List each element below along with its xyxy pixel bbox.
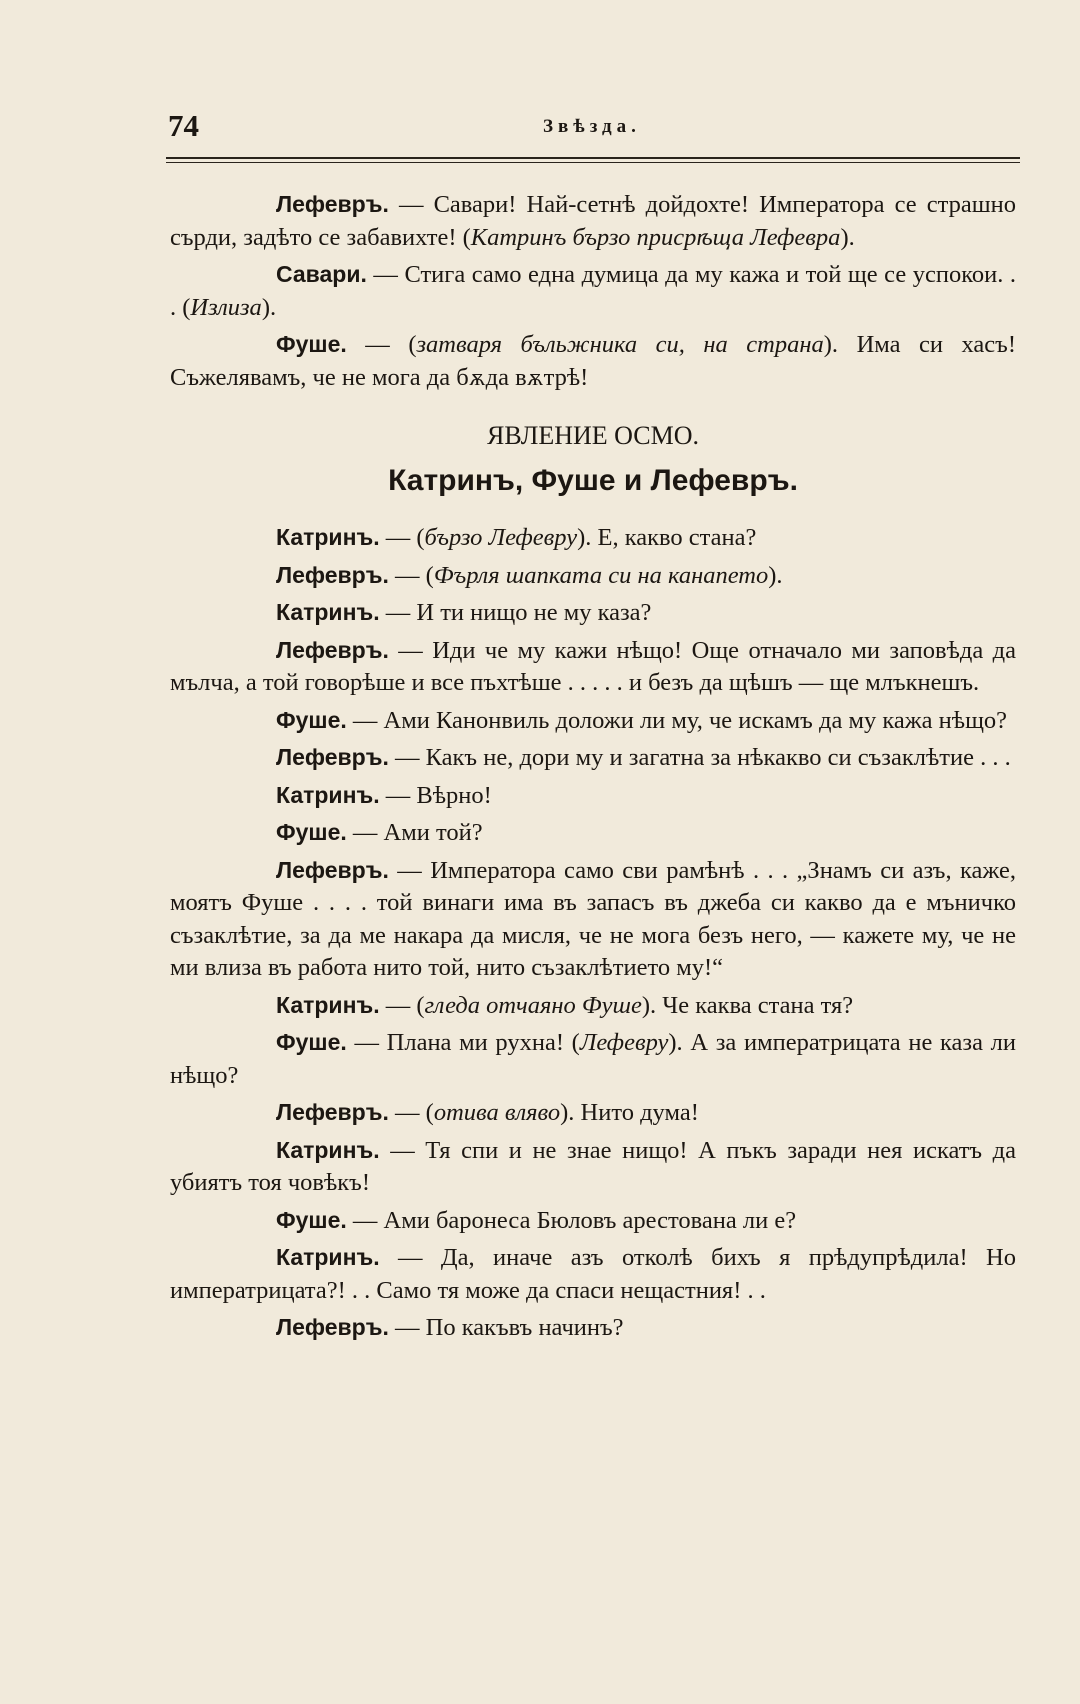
line-text: — Вѣрно! <box>379 781 492 809</box>
speaker-name: Катринъ. <box>276 524 380 550</box>
speaker-name: Лефевръ. <box>276 1099 389 1125</box>
line-text: — И ти нищо не му каза? <box>379 599 652 626</box>
dialogue-line <box>170 1096 1016 1130</box>
dialogue-line <box>170 1241 1016 1307</box>
speaker-name: Катринъ. <box>276 1136 380 1163</box>
dialogue-line <box>170 188 1016 254</box>
line-text: — Савари! Най-сетнѣ дойдохте! Императора се страшно сърди, задѣто се забавихте! ( <box>170 191 1016 251</box>
line-text: — Иди че му кажи нѣщо! Още отначало ми заповѣда да мълча, а той говорѣше и все пъхтѣше . . . . . и безъ да щѣшъ — ще млъкнешъ. <box>170 636 1016 696</box>
speaker-name: Лефевръ. <box>276 636 389 663</box>
line-text: — Ами той? <box>346 819 483 846</box>
dialogue-line <box>170 1134 1016 1200</box>
stage-direction: Фърля шапката си на канапето <box>433 561 769 589</box>
stage-direction: бързо Лефевру <box>424 524 578 551</box>
speaker-name: Катринъ. <box>276 1244 380 1270</box>
line-text: — Стига само една думица да му кажа и той ще се успокои. . . ( <box>170 261 1016 321</box>
dialogue-line <box>170 1026 1016 1092</box>
dialogue-line <box>170 328 1016 394</box>
line-text: — Какъ не, дори му и загатна за нѣкакво си съзаклѣтие . . . <box>388 744 1011 771</box>
line-text: — Тя спи и не знае нищо! А пъкъ заради нея искатъ да убиятъ тоя човѣкъ! <box>170 1136 1016 1196</box>
dialogue-before <box>170 188 1016 394</box>
line-text: — ( <box>346 331 417 358</box>
speaker-name: Фуше. <box>276 819 347 845</box>
line-text-continued: ). Е, какво стана? <box>577 524 757 551</box>
line-text: — По какъвъ начинъ? <box>388 1314 624 1341</box>
page-body <box>170 188 1016 1349</box>
speaker-name: Лефевръ. <box>276 744 389 770</box>
speaker-name: Катринъ. <box>276 781 380 808</box>
line-text: — Плана ми рухна! ( <box>346 1029 580 1056</box>
stage-direction: гледа отчаяно Фуше <box>424 991 642 1019</box>
dialogue-line <box>170 779 1016 813</box>
line-text: — Ами баронеса Бюловъ арестована ли е? <box>346 1206 797 1234</box>
line-text: — ( <box>388 1099 434 1126</box>
speaker-name: Фуше. <box>276 331 347 357</box>
line-text: — Да, иначе азъ отколѣ бихъ я прѣдупрѣдила! Но императрицата?! . . Само тя може да спаси нещастния! . . <box>170 1244 1016 1304</box>
line-text-continued: ). Има си хасъ! Съжелявамъ, че не мога да бѫда вѫтрѣ! <box>170 331 1016 391</box>
dialogue-line <box>170 258 1016 324</box>
speaker-name: Катринъ. <box>276 991 380 1018</box>
line-text: — ( <box>388 561 434 589</box>
speaker-name: Фуше. <box>276 1206 347 1233</box>
line-text: — Императора само сви рамѣнѣ . . . „Знамъ си азъ, каже, моятъ Фуше . . . . той винаги има въ запасъ въ джеба си какво да е мъничко съзаклѣтие, за да ме накара да мисля, че не мога безъ него, — кажете му, че не ми влиза въ работа нито той, нито съзаклѣтието му!“ <box>170 856 1016 981</box>
speaker-name: Фуше. <box>276 1029 347 1055</box>
scene-persons: Катринъ, Фуше и Лефевръ. <box>388 463 798 497</box>
scene-title: ЯВЛЕНИЕ ОСМО. <box>487 421 699 450</box>
page-header <box>168 108 1018 148</box>
dialogue-line <box>170 1311 1016 1345</box>
dialogue-line <box>170 854 1016 985</box>
dialogue-line <box>170 559 1016 593</box>
dialogue-line <box>170 521 1016 555</box>
dialogue-line <box>170 989 1016 1023</box>
stage-direction: затваря бъльжника си, на страна <box>416 331 824 358</box>
header-rule <box>166 157 1020 163</box>
line-text-continued: ). <box>840 223 855 251</box>
line-text-continued: ). <box>768 561 783 589</box>
stage-direction: Излиза <box>190 293 262 321</box>
speaker-name: Лефевръ. <box>276 1314 389 1340</box>
page-number: 74 <box>168 108 199 143</box>
dialogue-line <box>170 741 1016 775</box>
stage-direction: Катринъ бързо присрѣща Лефевра <box>470 223 841 251</box>
line-text: — Ами Канонвиль доложи ли му, че искамъ да му кажа нѣщо? <box>346 706 1008 734</box>
dialogue-line <box>170 596 1016 630</box>
line-text: — ( <box>379 991 425 1019</box>
running-title: Звѣзда. <box>543 116 641 137</box>
speaker-name: Фуше. <box>276 706 347 733</box>
speaker-name: Лефевръ. <box>276 191 389 217</box>
speaker-name: Лефевръ. <box>276 856 389 883</box>
dialogue-after <box>170 521 1016 1345</box>
line-text-continued: ). <box>261 293 277 321</box>
stage-direction: отива вляво <box>433 1099 561 1126</box>
speaker-name: Катринъ. <box>276 599 380 625</box>
line-text-continued: ). Че каква стана тя? <box>641 991 854 1019</box>
dialogue-line <box>170 1204 1016 1238</box>
line-text: — ( <box>379 524 425 551</box>
dialogue-line <box>170 816 1016 850</box>
stage-direction: Лефевру <box>579 1029 669 1056</box>
line-text-continued: ). Нито дума! <box>560 1099 699 1126</box>
speaker-name: Савари. <box>276 261 367 287</box>
dialogue-line <box>170 634 1016 700</box>
line-text-continued: ). А за императрицата не каза ли нѣщо? <box>170 1029 1016 1089</box>
speaker-name: Лефевръ. <box>276 561 389 588</box>
dialogue-line <box>170 704 1016 738</box>
